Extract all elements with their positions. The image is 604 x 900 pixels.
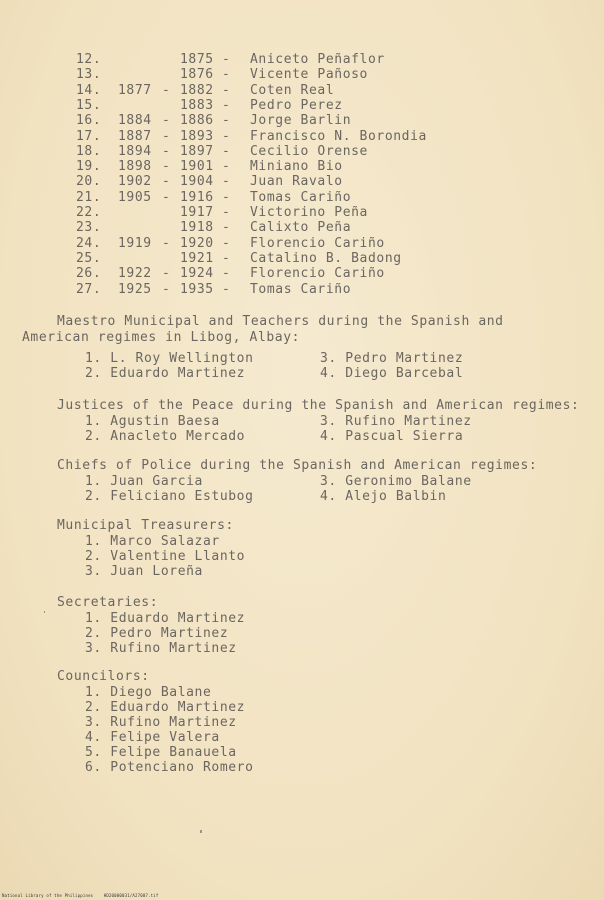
teacher-item: 4. Diego Barcebal <box>320 366 464 381</box>
justice-item: 2. Anacleto Mercado <box>85 429 246 444</box>
mayor-to: 1886 <box>180 113 214 129</box>
mayor-dash2: - <box>222 128 231 144</box>
mayor-name: Vicente Pañoso <box>250 67 368 83</box>
mayor-from: 1925 <box>118 281 152 297</box>
councilor-item: 2. Eduardo Martinez <box>85 700 246 715</box>
mayor-name: Victorino Peña <box>250 205 368 220</box>
councilor-item: 5. Felipe Banauela <box>85 745 237 760</box>
mayor-dash1: - <box>162 174 171 190</box>
teachers-heading-line1: Maestro Municipal and Teachers during the Spanish and <box>57 314 504 329</box>
mayor-dash2: - <box>222 143 231 159</box>
mayor-dash2: - <box>222 97 231 113</box>
mayor-to: 1920 <box>180 235 214 251</box>
ink-speck <box>44 611 45 613</box>
mayor-num: 25. <box>76 250 102 266</box>
mayor-dash2: - <box>222 205 231 220</box>
police-item: 1. Juan Garcia <box>85 474 203 489</box>
mayor-to: 1882 <box>180 82 214 98</box>
mayor-name: Coten Real <box>250 82 335 98</box>
mayor-from: 1922 <box>118 266 152 282</box>
mayor-num: 26. <box>76 266 102 282</box>
mayor-dash1: - <box>162 281 171 297</box>
mayor-dash1: - <box>162 235 171 251</box>
treasurer-item: 2. Valentine Llanto <box>85 549 246 564</box>
mayor-name: Catalino B. Badong <box>250 250 402 266</box>
councilor-item: 1. Diego Balane <box>85 685 212 700</box>
scan-footer: National Library of the Philippines HD20000031/A27007.tif <box>2 893 159 898</box>
mayor-name: Tomas Cariño <box>250 189 352 205</box>
mayor-dash1: - <box>162 159 171 175</box>
mayor-dash1: - <box>162 266 171 282</box>
mayor-dash2: - <box>222 266 231 282</box>
mayor-name: Tomas Cariño <box>250 281 352 297</box>
secretaries-heading: Secretaries: <box>57 595 159 610</box>
mayor-from: 1902 <box>118 174 152 190</box>
mayor-dash2: - <box>222 220 231 236</box>
justice-item: 4. Pascual Sierra <box>320 429 464 444</box>
mayor-from: 1887 <box>118 128 152 144</box>
mayor-to: 1916 <box>180 189 214 205</box>
police-item: 2. Feliciano Estubog <box>85 489 254 504</box>
mayor-num: 18. <box>76 143 102 159</box>
mayor-num: 17. <box>76 128 102 144</box>
mayor-dash2: - <box>222 159 231 175</box>
justices-heading: Justices of the Peace during the Spanish and American regimes: <box>57 398 580 413</box>
mayor-to: 1875 <box>180 52 214 67</box>
mayor-dash1: - <box>162 82 171 98</box>
police-item: 3. Geronimo Balane <box>320 474 472 489</box>
mayor-to: 1897 <box>180 143 214 159</box>
mayor-dash2: - <box>222 174 231 190</box>
justice-item: 3. Rufino Martinez <box>320 414 472 429</box>
mayor-dash2: - <box>222 113 231 129</box>
mayor-name: Pedro Perez <box>250 97 343 113</box>
mayor-num: 27. <box>76 281 102 297</box>
mayor-to: 1921 <box>180 250 214 266</box>
mayor-num: 20. <box>76 174 102 190</box>
mayor-to: 1918 <box>180 220 214 236</box>
mayor-dash2: - <box>222 189 231 205</box>
mayor-dash1: - <box>162 189 171 205</box>
mayor-dash1: - <box>162 128 171 144</box>
mayor-from: 1884 <box>118 113 152 129</box>
mayor-name: Florencio Cariño <box>250 235 385 251</box>
mayor-from: 1877 <box>118 82 152 98</box>
councilor-item: 3. Rufino Martinez <box>85 715 237 730</box>
mayor-to: 1904 <box>180 174 214 190</box>
mayor-name: Jorge Barlin <box>250 113 352 129</box>
mayor-from: 1905 <box>118 189 152 205</box>
mayor-num: 21. <box>76 189 102 205</box>
mayor-dash2: - <box>222 281 231 297</box>
mayor-to: 1876 <box>180 67 214 83</box>
police-item: 4. Alejo Balbin <box>320 489 447 504</box>
mayor-from: 1919 <box>118 235 152 251</box>
treasurers-heading: Municipal Treasurers: <box>57 518 234 533</box>
justice-item: 1. Agustin Baesa <box>85 414 220 429</box>
mayor-num: 23. <box>76 220 102 236</box>
mayor-dash2: - <box>222 82 231 98</box>
mayor-to: 1924 <box>180 266 214 282</box>
secretary-item: 1. Eduardo Martinez <box>85 611 246 626</box>
mayor-num: 19. <box>76 159 102 175</box>
secretary-item: 3. Rufino Martinez <box>85 641 237 656</box>
teacher-item: 3. Pedro Martinez <box>320 351 464 366</box>
councilor-item: 6. Potenciano Romero <box>85 760 254 775</box>
mayor-name: Calixto Peña <box>250 220 352 236</box>
ink-speck <box>200 830 202 833</box>
mayor-num: 12. <box>76 52 102 67</box>
mayor-name: Juan Ravalo <box>250 174 343 190</box>
teachers-heading-line2: American regimes in Libog, Albay: <box>22 330 301 345</box>
mayor-name: Miniano Bio <box>250 159 343 175</box>
teacher-item: 2. Eduardo Martinez <box>85 366 246 381</box>
mayor-to: 1901 <box>180 159 214 175</box>
mayor-num: 22. <box>76 205 102 220</box>
mayor-to: 1883 <box>180 97 214 113</box>
mayor-dash1: - <box>162 143 171 159</box>
mayor-dash2: - <box>222 52 231 67</box>
mayor-dash2: - <box>222 235 231 251</box>
police-heading: Chiefs of Police during the Spanish and American regimes: <box>57 458 538 473</box>
councilor-item: 4. Felipe Valera <box>85 730 220 745</box>
mayor-num: 24. <box>76 235 102 251</box>
mayor-to: 1893 <box>180 128 214 144</box>
mayor-dash1: - <box>162 113 171 129</box>
mayor-name: Cecilio Orense <box>250 143 368 159</box>
mayor-name: Florencio Cariño <box>250 266 385 282</box>
secretary-item: 2. Pedro Martinez <box>85 626 229 641</box>
mayor-name: Aniceto Peñaflor <box>250 52 385 67</box>
mayor-from: 1894 <box>118 143 152 159</box>
mayor-num: 13. <box>76 67 102 83</box>
treasurer-item: 1. Marco Salazar <box>85 534 220 549</box>
treasurer-item: 3. Juan Loreña <box>85 564 203 579</box>
mayor-num: 15. <box>76 97 102 113</box>
mayor-to: 1917 <box>180 205 214 220</box>
mayor-num: 14. <box>76 82 102 98</box>
teacher-item: 1. L. Roy Wellington <box>85 351 254 366</box>
mayor-dash2: - <box>222 250 231 266</box>
mayor-to: 1935 <box>180 281 214 297</box>
mayor-from: 1898 <box>118 159 152 175</box>
mayor-dash2: - <box>222 67 231 83</box>
mayor-num: 16. <box>76 113 102 129</box>
mayor-name: Francisco N. Borondia <box>250 128 427 144</box>
councilors-heading: Councilors: <box>57 669 150 684</box>
